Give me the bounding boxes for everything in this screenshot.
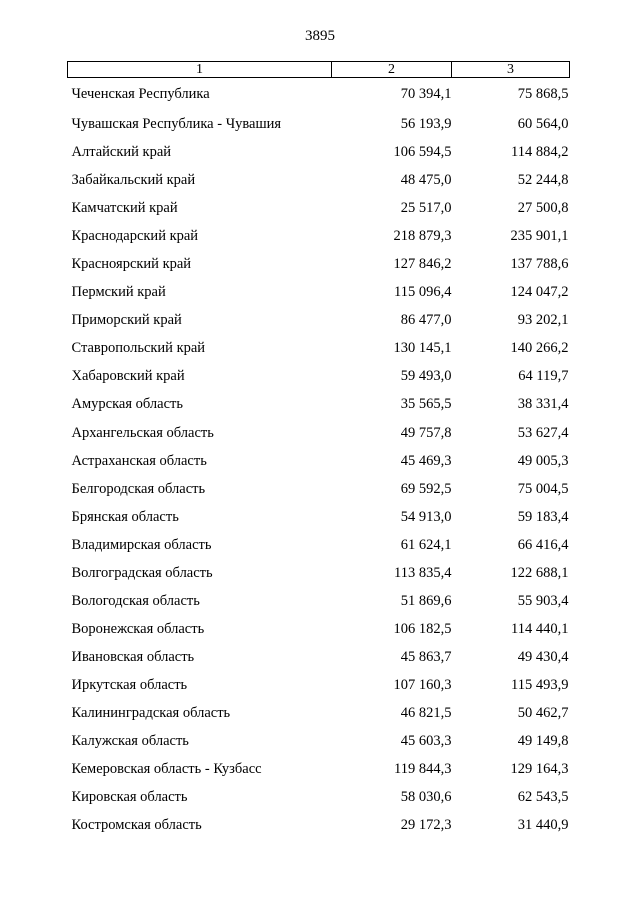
table-row xyxy=(68,559,570,587)
value-column-3: 38 331,4 xyxy=(517,396,569,413)
header-row xyxy=(68,62,570,78)
value-column-3: 27 500,8 xyxy=(517,200,569,217)
value-column-2: 25 517,0 xyxy=(400,200,452,217)
table-row xyxy=(68,643,570,671)
value-column-2: 46 821,5 xyxy=(400,705,452,721)
value-column-3: 137 788,6 xyxy=(510,256,569,273)
table-row xyxy=(68,811,570,839)
table-row xyxy=(68,475,570,503)
value-column-2: 58 030,6 xyxy=(400,789,452,806)
value-column-2: 54 913,0 xyxy=(400,508,452,525)
table-row xyxy=(68,727,570,755)
value-column-3: 59 183,4 xyxy=(517,508,569,525)
value-column-3: 75 004,5 xyxy=(517,480,569,497)
region-name: Приморский край xyxy=(71,312,182,329)
table-row xyxy=(68,419,570,447)
value-column-3: 114 440,1 xyxy=(511,620,569,637)
value-column-2: 45 603,3 xyxy=(400,733,452,750)
value-column-3: 62 543,5 xyxy=(517,789,569,806)
value-column-2: 51 869,6 xyxy=(400,592,452,609)
value-column-3: 129 164,3 xyxy=(510,761,569,778)
value-column-3: 140 266,2 xyxy=(510,340,569,357)
table-row xyxy=(68,390,570,418)
table-row xyxy=(68,166,570,194)
table-row xyxy=(68,78,570,111)
table-body xyxy=(68,78,570,840)
table-row xyxy=(68,699,570,727)
region-name: Архангельская область xyxy=(71,424,214,441)
table-row xyxy=(68,783,570,811)
value-column-2: 130 145,1 xyxy=(393,340,452,357)
region-name: Ставропольский край xyxy=(71,340,206,357)
table-row xyxy=(68,250,570,278)
region-name: Краснодарский край xyxy=(71,228,199,245)
value-column-3: 60 564,0 xyxy=(517,116,569,133)
value-column-3: 53 627,4 xyxy=(517,424,569,441)
value-column-3: 235 901,1 xyxy=(510,228,569,245)
table-row xyxy=(68,278,570,306)
value-column-2: 45 863,7 xyxy=(400,648,452,665)
data-table xyxy=(67,61,570,839)
table-row xyxy=(68,503,570,531)
value-column-2: 106 594,5 xyxy=(393,144,452,161)
value-column-3: 114 884,2 xyxy=(511,144,569,161)
table-row xyxy=(68,194,570,222)
region-name: Вологодская область xyxy=(71,592,200,609)
column-header-3: 3 xyxy=(452,62,570,78)
column-header-1: 1 xyxy=(68,62,332,78)
value-column-2: 106 182,5 xyxy=(393,620,452,637)
region-name: Алтайский край xyxy=(71,144,172,161)
region-name: Кемеровская область - Кузбасс xyxy=(71,761,262,778)
value-column-3: 75 868,5 xyxy=(517,86,569,102)
region-name: Чеченская Республика xyxy=(71,86,210,102)
table-row xyxy=(68,334,570,362)
value-column-3: 55 903,4 xyxy=(517,592,569,609)
region-name: Хабаровский край xyxy=(71,368,185,385)
value-column-3: 49 005,3 xyxy=(517,452,569,469)
value-column-2: 49 757,8 xyxy=(400,424,452,441)
region-name: Владимирская область xyxy=(71,536,212,553)
value-column-3: 49 430,4 xyxy=(517,648,569,665)
table-header xyxy=(68,62,570,78)
value-column-2: 70 394,1 xyxy=(400,86,452,102)
table-row xyxy=(68,671,570,699)
value-column-2: 61 624,1 xyxy=(400,536,452,553)
value-column-3: 124 047,2 xyxy=(510,284,569,301)
table-row xyxy=(68,306,570,334)
value-column-2: 113 835,4 xyxy=(394,564,452,581)
value-column-3: 31 440,9 xyxy=(517,817,569,834)
column-header-2: 2 xyxy=(332,62,452,78)
region-name: Костромская область xyxy=(71,817,202,834)
value-column-2: 59 493,0 xyxy=(400,368,452,385)
value-column-2: 115 096,4 xyxy=(394,284,452,301)
region-name: Ивановская область xyxy=(71,648,195,665)
region-name: Пермский край xyxy=(71,284,166,301)
value-column-2: 56 193,9 xyxy=(400,116,452,133)
table-row xyxy=(68,222,570,250)
value-column-3: 50 462,7 xyxy=(517,705,569,721)
table-row xyxy=(68,587,570,615)
value-column-2: 86 477,0 xyxy=(400,312,452,329)
table-row xyxy=(68,362,570,390)
table-row xyxy=(68,110,570,138)
region-name: Калининградская область xyxy=(71,705,231,721)
table-row xyxy=(68,138,570,166)
value-column-2: 35 565,5 xyxy=(400,396,452,413)
table-row xyxy=(68,755,570,783)
region-name: Чувашская Республика - Чувашия xyxy=(71,116,282,133)
region-name: Амурская область xyxy=(71,396,183,413)
value-column-3: 52 244,8 xyxy=(517,172,569,189)
value-column-2: 107 160,3 xyxy=(393,676,452,693)
region-name: Белгородская область xyxy=(71,480,206,497)
value-column-2: 127 846,2 xyxy=(393,256,452,273)
value-column-3: 93 202,1 xyxy=(517,312,569,329)
table-row xyxy=(68,447,570,475)
region-name: Волгоградская область xyxy=(71,564,213,581)
region-name: Камчатский край xyxy=(71,200,178,217)
region-name: Красноярский край xyxy=(71,256,192,273)
value-column-2: 69 592,5 xyxy=(400,480,452,497)
region-name: Иркутская область xyxy=(71,676,188,693)
region-name: Воронежская область xyxy=(71,620,205,637)
region-name: Калужская область xyxy=(71,733,189,750)
value-column-2: 218 879,3 xyxy=(393,228,452,245)
page-number: 3895 xyxy=(305,28,335,44)
region-name: Астраханская область xyxy=(71,452,207,469)
value-column-2: 119 844,3 xyxy=(394,761,452,778)
region-name: Брянская область xyxy=(71,508,179,525)
table-row xyxy=(68,531,570,559)
table-row xyxy=(68,615,570,643)
value-column-2: 29 172,3 xyxy=(400,817,452,834)
value-column-3: 66 416,4 xyxy=(517,536,569,553)
region-name: Забайкальский край xyxy=(71,172,196,189)
value-column-3: 49 149,8 xyxy=(517,733,569,750)
value-column-3: 122 688,1 xyxy=(510,564,569,581)
value-column-2: 45 469,3 xyxy=(400,452,452,469)
value-column-3: 115 493,9 xyxy=(511,676,569,693)
value-column-2: 48 475,0 xyxy=(400,172,452,189)
region-name: Кировская область xyxy=(71,789,188,806)
value-column-3: 64 119,7 xyxy=(518,368,569,385)
